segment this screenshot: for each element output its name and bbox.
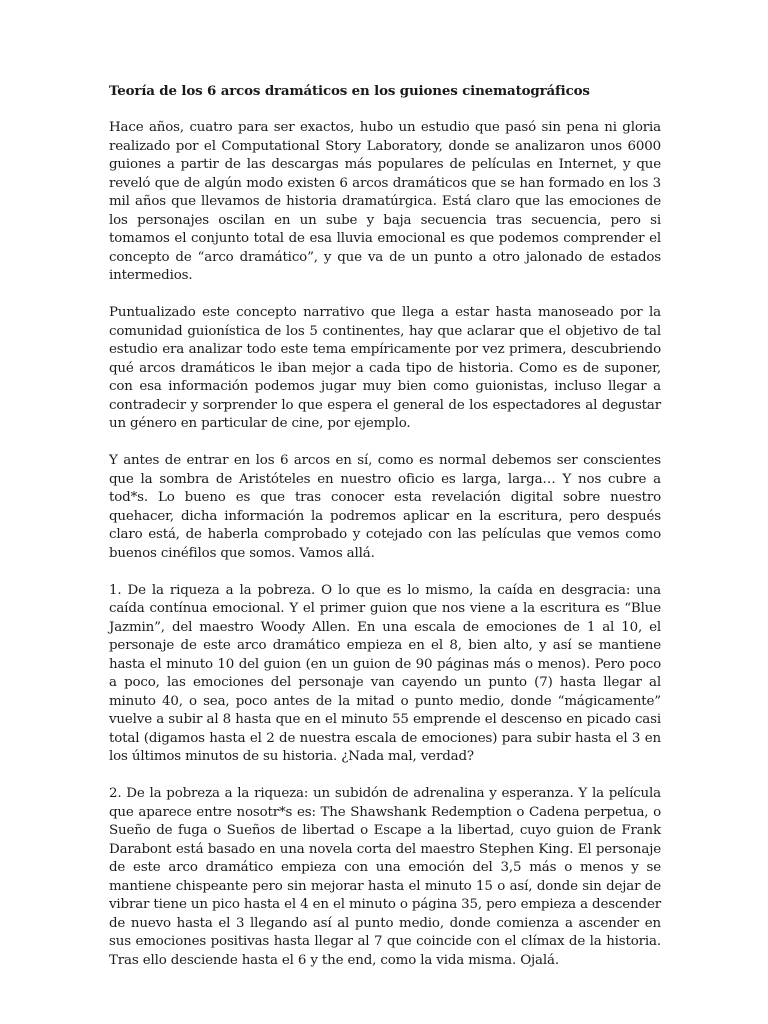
paragraph-arc-1: 1. De la riqueza a la pobreza. O lo que es lo mismo, la caída en desgracia: una caída contínua emocional. Y el primer guion que nos viene a la escritura es “Blue Jazmin”, del maestro Woody Allen. En una escala de emociones de 1 al 10, el personaje de este arco dramático empieza en el 8, bien alto, y así se mantiene hasta el minuto 10 del guion (en un guion de 90 páginas más o menos). Pero poco a poco, las emociones del personaje van cayendo un punto (7) hasta llegar al minuto 40, o sea, poco antes de la mitad o punto medio, donde “mágicamente” vuelve a subir al 8 hasta que en el minuto 55 emprende el descenso en picado casi total (digamos hasta el 2 de nuestra escala de emociones) para subir hasta el 3 en los últimos minutos de su historia. ¿Nada mal, verdad? <box>109 582 661 764</box>
paragraph-intro: Hace años, cuatro para ser exactos, hubo un estudio que pasó sin pena ni gloria realizado por el Computational Story Laboratory, donde se analizaron unos 6000 guiones a partir de las descargas más populares de películas en Internet, y que reveló que de algún modo existen 6 arcos dramáticos que se han formado en los 3 mil años que llevamos de historia dramatúrgica. Está claro que las emociones de los personajes oscilan en un sube y baja secuencia tras secuencia, pero si tomamos el conjunto total de esa lluvia emocional es que podemos comprender el concepto de “arco dramático”, y que va de un punto a otro jalonado de estados intermedios. <box>109 120 661 283</box>
paragraph-arc-2: 2. De la pobreza a la riqueza: un subidón de adrenalina y esperanza. Y la película que aparece entre nosotr*s es: The Shawshank Redemption o Cadena perpetua, o Sueño de fuga o Sueños de libertad o Escape a la libertad, cuyo guion de Frank Darabont está basado en una novela corta del maestro Stephen King. El personaje de este arco dramático empieza con una emoción del 3,5 más o menos y se mantiene chispeante pero sin mejorar hasta el minuto 15 o así, donde sin dejar de vibrar tiene un pico hasta el 4 en el minuto o página 35, pero empieza a descender de nuevo hasta el 3 llegando así al punto medio, donde comienza a ascender en sus emociones positivas hasta llegar al 7 que coincide con el clímax de la historia. Tras ello desciende hasta el 6 y the end, como la vida misma. Ojalá. <box>109 786 661 968</box>
paragraph-aristotle: Y antes de entrar en los 6 arcos en sí, como es normal debemos ser conscientes que la sombra de Aristóteles en nuestro oficio es larga, larga… Y nos cubre a tod*s. Lo bueno es que tras conocer esta revelación digital sobre nuestro quehacer, dicha información la podremos aplicar en la escritura, pero después claro está, de haberla comprobado y cotejado con las películas que vemos como buenos cinéfilos que somos. Vamos allá. <box>109 453 661 561</box>
paragraph-concept: Puntualizado este concepto narrativo que llega a estar hasta manoseado por la comunidad guionística de los 5 continentes, hay que aclarar que el objetivo de tal estudio era analizar todo este tema empíricamente por vez primera, descubriendo qué arcos dramáticos le iban mejor a cada tipo de historia. Como es de suponer, con esa información podemos jugar muy bien como guionistas, incluso llegar a contradecir y sorprender lo que espera el general de los espectadores al degustar un género en particular de cine, por ejemplo. <box>109 305 661 431</box>
document-body <box>109 82 661 989</box>
document-title: Teoría de los 6 arcos dramáticos en los guiones cinematográficos <box>109 83 590 99</box>
